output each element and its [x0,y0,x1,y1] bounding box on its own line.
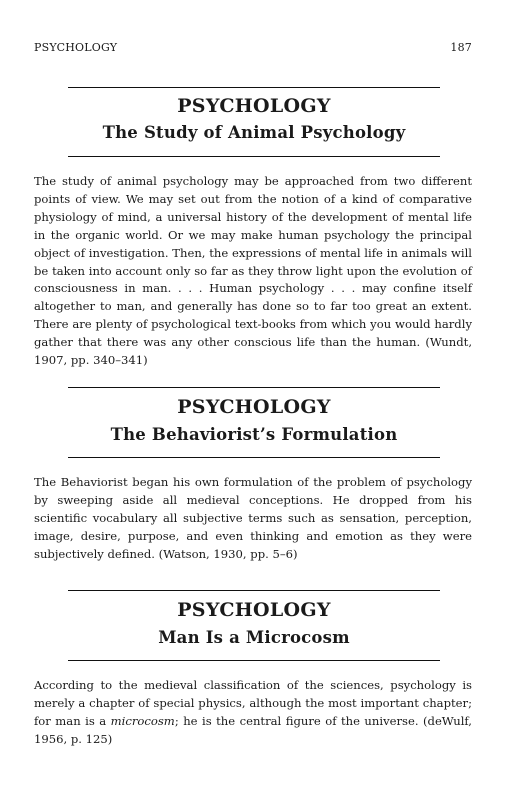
section-body: The Behaviorist began his own formulation of the problem of psychology by sweeping aside all medieval conceptions. He dropped from his scientific vocabulary all subjective terms such as sensation, perception, image, desire, purpose, and even thinking and emotion as they were subjectively defined. (Watson, 1930, pp. 5–6) [34,475,472,561]
section-rule-top [68,387,440,388]
section-rule-top [68,590,440,591]
section-subtitle: The Behaviorist’s Formulation [110,425,398,444]
section-rule-bottom [68,660,440,661]
section-rule-top [68,87,440,88]
running-head [34,41,472,54]
section-rule-bottom [68,457,440,458]
section-title: PSYCHOLOGY [177,95,331,117]
section-body: The study of animal psychology may be approached from two different points of view. We may set out from the notion of a kind of comparative physiology of mind, a universal history of the development of mental life in the organic world. Or we may make human psychology the principal object of investigation. Then, the expressions of mental life in animals will be taken into account only so far as they throw light upon the evolution of consciousness in man. . . . Human psychology . . . may confine itself altogether to man, and generally has done so to far too great an extent. There are plenty of psychological text-books from which you would hardly gather that there was any other conscious life than the human. (Wundt, 1907, pp. 340–341) [34,174,472,368]
section-title: PSYCHOLOGY [177,396,331,418]
page-number: 187 [450,41,472,54]
section-rule-bottom [68,156,440,157]
section-title: PSYCHOLOGY [177,599,331,621]
section-subtitle: Man Is a Microcosm [158,628,350,647]
body-text-run: According to the medieval classification of the sciences, psychology is merely a chapter of special physics, although the most important chapter; for man is a [34,678,472,728]
section-body [34,677,472,749]
running-title: PSYCHOLOGY [34,41,118,54]
italic-term: microcosm [110,713,175,728]
body-text-run: ; he is the central figure of the universe. (deWulf, 1956, p. 125) [34,713,472,746]
section-subtitle: The Study of Animal Psychology [102,123,406,142]
